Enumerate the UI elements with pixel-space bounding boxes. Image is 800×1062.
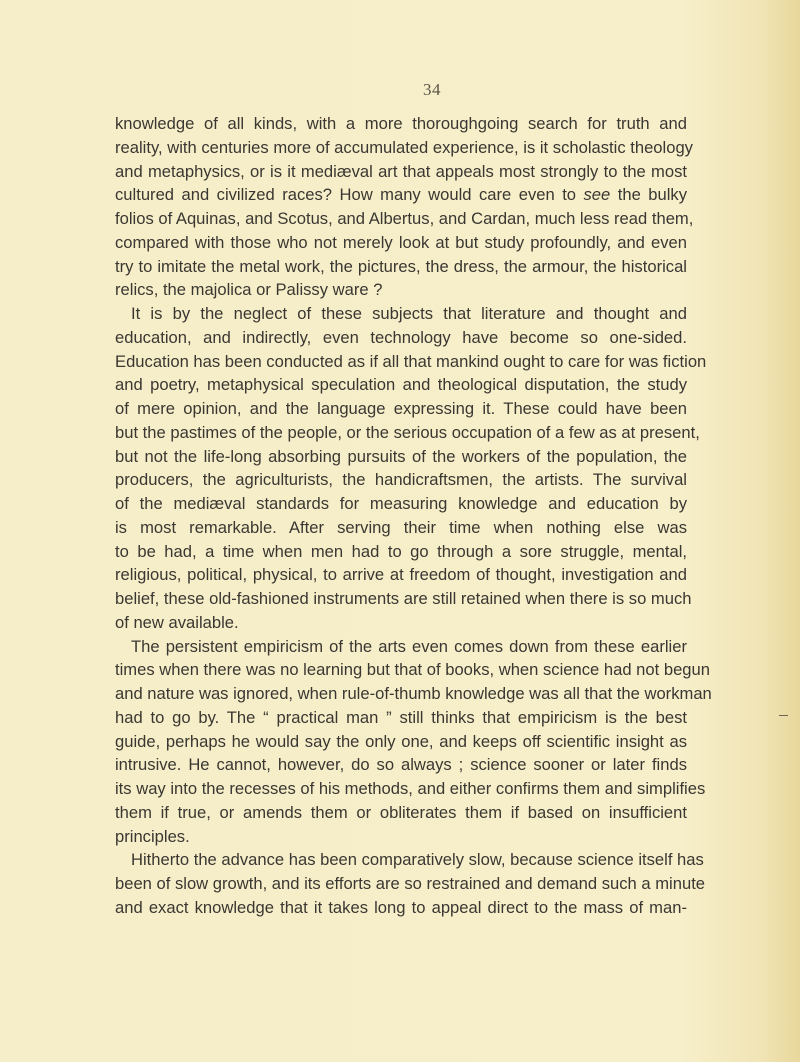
text-line: times when there was no learning but that of books, when science had not begun xyxy=(115,660,710,680)
text-line: guide, perhaps he would say the only one, and keeps off scientific insight as xyxy=(115,731,687,751)
text-line: try to imitate the metal work, the pictures, the dress, the armour, the historical xyxy=(115,256,687,276)
text-line: Education has been conducted as if all that mankind ought to care for was fiction xyxy=(115,351,707,371)
text-line: It is by the neglect of these subjects that literature and thought and xyxy=(131,304,687,323)
text-line: to be had, a time when men had to go through a sore struggle, mental, xyxy=(115,541,687,561)
text-line: and nature was ignored, when rule-of-thumb knowledge was all that the workman xyxy=(115,684,712,703)
text-line: relics, the majolica or Palissy ware ? xyxy=(115,280,383,300)
text-line: them if true, or amends them or obliterates them if based on insufficient xyxy=(115,802,687,822)
text-line: of mere opinion, and the language expressing it. These could have been xyxy=(115,399,687,418)
text-line: education, and indirectly, even technology have become so one-sided. xyxy=(115,327,687,347)
text-line: The persistent empiricism of the arts even comes down from these earlier xyxy=(131,636,687,656)
text-line: producers, the agriculturists, the handicraftsmen, the artists. The survival xyxy=(115,470,687,490)
body-text xyxy=(115,112,712,920)
text-line: and exact knowledge that it takes long to appeal direct to the mass of man- xyxy=(115,897,687,917)
text-line: but not the life-long absorbing pursuits of the workers of the population, the xyxy=(115,446,687,466)
text-line: is most remarkable. After serving their time when nothing else was xyxy=(115,517,687,537)
text-line: knowledge of all kinds, with a more thoroughgoing search for truth and xyxy=(115,114,687,133)
text-line: and poetry, metaphysical speculation and theological disputation, the study xyxy=(115,375,687,395)
text-line: but the pastimes of the people, or the serious occupation of a few as at present, xyxy=(115,422,700,442)
text-line: reality, with centuries more of accumulated experience, is it scholastic theology xyxy=(115,137,693,157)
text-line: and metaphysics, or is it mediæval art that appeals most strongly to the most xyxy=(115,161,687,181)
margin-mark xyxy=(779,715,788,716)
text-line: intrusive. He cannot, however, do so always ; science sooner or later finds xyxy=(115,755,687,775)
text-line: principles. xyxy=(115,826,190,846)
emphasis-see: see xyxy=(583,185,611,205)
text-line: folios of Aquinas, and Scotus, and Albertus, and Cardan, much less read them, xyxy=(115,209,694,228)
text-line: belief, these old-fashioned instruments are still retained when there is so much xyxy=(115,589,692,608)
page-number: 34 xyxy=(423,80,441,99)
text-line: of new available. xyxy=(115,612,239,632)
text-line: cultured and civilized races? How many would care even to see the bulky xyxy=(115,185,687,205)
text-line: religious, political, physical, to arrive at freedom of thought, investigation and xyxy=(115,565,687,585)
text-line: its way into the recesses of his methods, and either confirms them and simplifies xyxy=(115,779,706,798)
text-line: had to go by. The “ practical man ” still thinks that empiricism is the best xyxy=(115,707,687,727)
text-line: compared with those who not merely look at but study profoundly, and even xyxy=(115,232,687,252)
text-line: of the mediæval standards for measuring knowledge and education by xyxy=(115,494,687,513)
text-line: Hitherto the advance has been comparatively slow, because science itself has xyxy=(131,850,704,870)
text-line: been of slow growth, and its efforts are so restrained and demand such a minute xyxy=(115,874,706,893)
